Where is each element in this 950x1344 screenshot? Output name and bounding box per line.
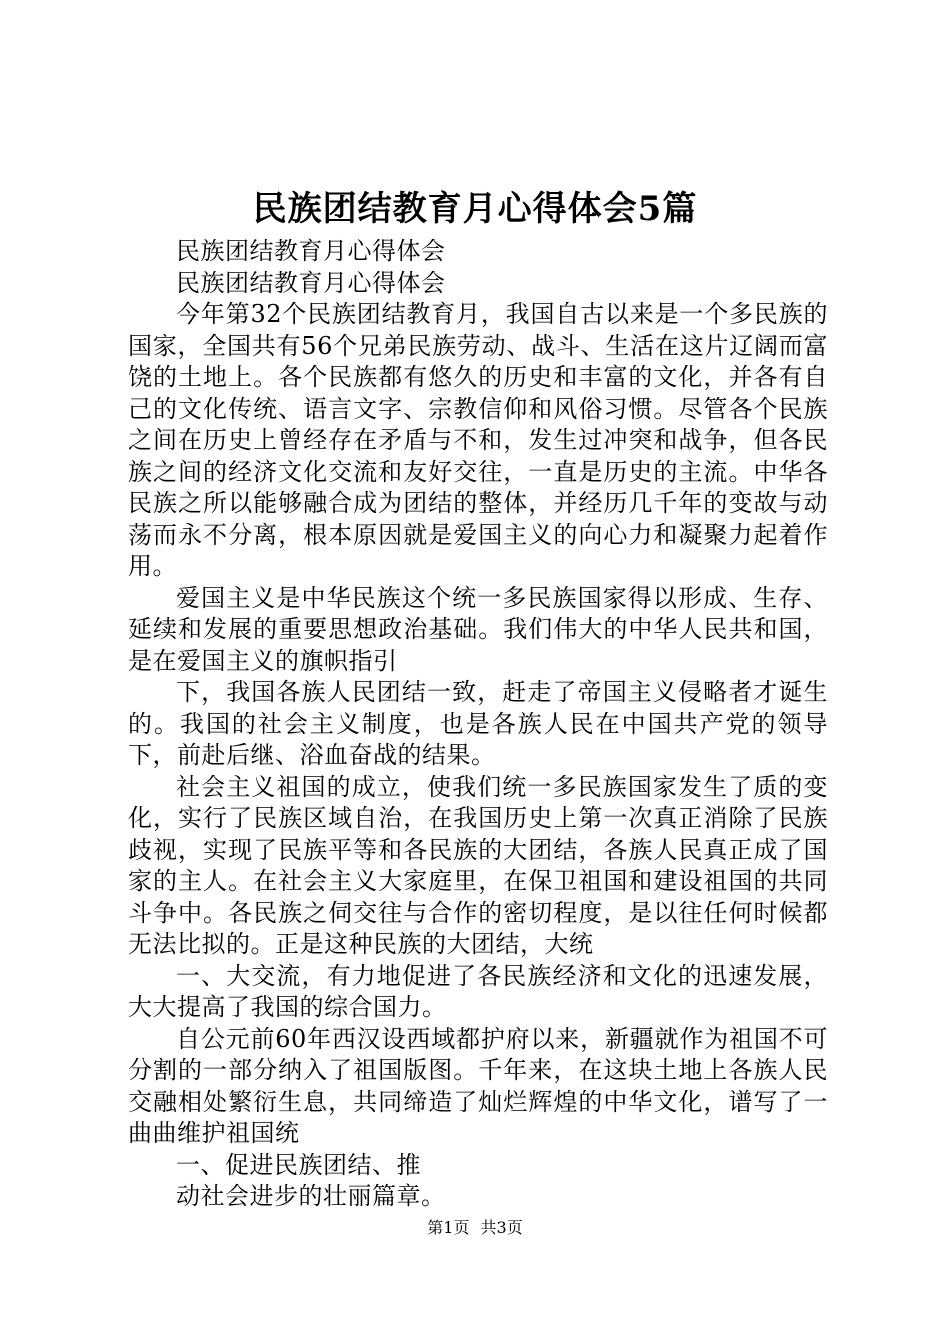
paragraph: 爱国主义是中华民族这个统一多民族国家得以形成、生存、延续和发展的重要思想政治基础。我们伟大的中华人民共和国，是在爱国主义的旗帜指引	[128, 583, 828, 675]
paragraph: 民族团结教育月心得体会	[176, 268, 446, 297]
paragraph: 下，我国各族人民团结一致，赶走了帝国主义侵略者才诞生的。我国的社会主义制度，也是各族人民在中国共产党的领导下，前赴后继、浴血奋战的结果。	[128, 678, 828, 769]
page-number-current: 第1页	[427, 1218, 470, 1237]
paragraph: 自公元前60年西汉设西域都护府以来，新疆就作为祖国不可分割的一部分纳入了祖国版图。千年来，在这块土地上各族人民交融相处繁衍生息，共同缔造了灿烂辉煌的中华文化，谱写了一曲曲维护祖国统	[128, 1024, 828, 1147]
paragraph: 一、促进民族团结、推	[176, 1150, 421, 1179]
document-body	[128, 236, 828, 1213]
paragraph: 民族团结教育月心得体会	[176, 237, 446, 265]
paragraph: 社会主义祖国的成立，使我们统一多民族国家发生了质的变化，实行了民族区域自治，在我国历史上第一次真正消除了民族歧视，实现了民族平等和各民族的大团结，各族人民真正成了国家的主人。在社会主义大家庭里，在保卫祖国和建设祖国的共同斗争中。各民族之伺交往与合作的密切程度，是以往任何时候都无法比拟的。正是这种民族的大团结，大统	[128, 772, 828, 958]
paragraph: 动社会进步的壮丽篇章。	[176, 1182, 446, 1210]
paragraph: 一、大交流，有力地促进了各民族经济和文化的迅速发展，大大提高了我国的综合国力。	[128, 961, 828, 1021]
document-title: 民族团结教育月心得体会5篇	[252, 189, 698, 229]
paragraph: 今年第32个民族团结教育月，我国自古以来是一个多民族的国家，全国共有56个兄弟民族劳动、战斗、生活在这片辽阔而富饶的土地上。各个民族都有悠久的历史和丰富的文化，并各有自己的文化传统、语言文字、宗教信仰和风俗习惯。尽管各个民族之间在历史上曾经存在矛盾与不和，发生过冲突和战争，但各民族之间的经济文化交流和友好交往，一直是历史的主流。中华各民族之所以能够融合成为团结的整体，并经历几千年的变故与动荡而永不分离，根本原因就是爱国主义的向心力和凝聚力起着作用。	[128, 300, 828, 580]
page-footer	[0, 1215, 950, 1238]
page-number-total: 共3页	[480, 1218, 523, 1237]
